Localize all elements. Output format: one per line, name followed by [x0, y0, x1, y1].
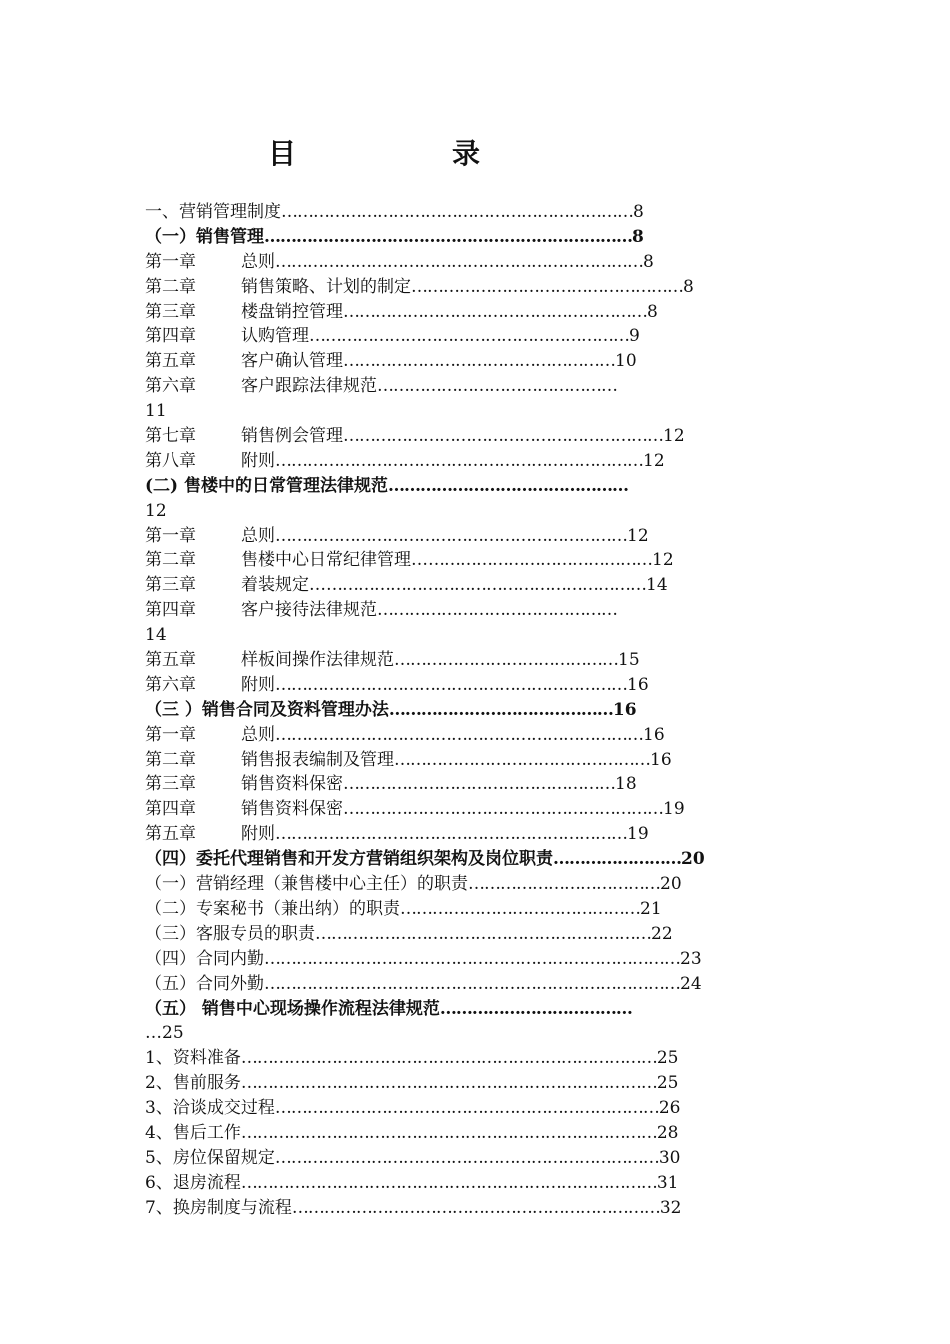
toc-page-number: 16 [643, 724, 665, 745]
toc-entry-title: （三）客服专员的职责 [145, 923, 315, 944]
toc-leader-dots: …………………………………………………………………… [264, 948, 680, 969]
toc-entry[interactable] [145, 449, 810, 474]
toc-entry-title: 12 [145, 500, 167, 521]
toc-page-number: 18 [615, 774, 637, 795]
toc-page-number: 12 [627, 525, 649, 546]
toc-chapter-label: 第七章 [145, 426, 196, 447]
toc-entry[interactable] [145, 324, 810, 349]
toc-leader-dots: ……………………………………… [388, 475, 629, 496]
toc-entry-title: 销售资料保密 [241, 774, 343, 795]
toc-chapter-label: 第四章 [145, 326, 196, 347]
toc-entry-title: （四）委托代理销售和开发方营销组织架构及岗位职责 [145, 849, 553, 870]
toc-leader-dots: …………………………………… [388, 699, 613, 720]
toc-leader-dots: ……………………………………… [377, 600, 617, 621]
toc-entry[interactable] [145, 1046, 810, 1071]
toc-entry[interactable] [145, 275, 810, 300]
toc-page-number: 28 [656, 1122, 679, 1143]
toc-leader-dots: …………………………………………………………………… [240, 1122, 657, 1143]
toc-entry[interactable] [145, 648, 810, 673]
toc-leader-dots: …………………………………………………………… [291, 1197, 660, 1218]
toc-page-number: 25 [656, 1073, 679, 1094]
toc-entry-title: 客户跟踪法律规范 [241, 376, 377, 397]
table-of-contents [145, 200, 810, 1221]
toc-entry[interactable] [145, 1021, 810, 1046]
toc-entry-title: 附则 [241, 674, 275, 695]
toc-entry-title: 附则 [241, 450, 275, 471]
toc-entry-title: 着装规定… [241, 575, 326, 596]
toc-leader-dots: ……………………………………… [377, 376, 617, 397]
toc-page-number: 16 [650, 749, 672, 770]
toc-leader-dots: …………………………………………………………………… [240, 1073, 657, 1094]
toc-entry-title: 总则 [241, 525, 275, 546]
toc-chapter-label: 第一章 [145, 251, 196, 272]
toc-entry[interactable] [145, 573, 810, 598]
toc-entry-title: 销售策略、计划的制定 [241, 276, 411, 297]
toc-leader-dots: …………………………………………………………… [275, 251, 643, 272]
toc-entry-title: 客户确认管理 [241, 351, 343, 372]
toc-entry-title: （二）专案秘书（兼出纳）的职责 [145, 898, 400, 919]
toc-entry-title: 销售报表编制及管理 [241, 749, 394, 770]
toc-entry[interactable] [145, 200, 810, 225]
toc-leader-dots: ………………………………………………… [343, 301, 647, 322]
toc-entry[interactable] [145, 772, 810, 797]
toc-chapter-label: 第八章 [145, 450, 196, 471]
toc-entry-title: 14 [145, 625, 167, 646]
toc-entry[interactable] [145, 598, 810, 623]
toc-entry[interactable] [145, 797, 810, 822]
toc-leader-dots: ……………………………………………………………… [274, 1147, 659, 1168]
toc-page-number: 8 [683, 276, 694, 297]
toc-entry[interactable] [145, 1171, 810, 1196]
toc-entry-title: 总则 [241, 251, 275, 272]
toc-entry-title: (二) 售楼中的日常管理法律规范 [145, 475, 389, 496]
toc-chapter-label: 第五章 [145, 351, 196, 372]
toc-chapter-label: 第三章 [145, 575, 196, 596]
toc-leader-dots: …………………………………………… [343, 774, 615, 795]
toc-leader-dots: …………………………………………………… [309, 326, 629, 347]
toc-leader-dots: …………………………………………………… [326, 575, 646, 596]
toc-chapter-label: 第一章 [145, 724, 196, 745]
toc-entry-title: 6、退房流程 [145, 1172, 241, 1193]
title-char-1: 目 [268, 137, 297, 170]
toc-page-number: 25 [656, 1048, 679, 1069]
toc-entry[interactable] [145, 1146, 810, 1171]
toc-entry[interactable] [145, 623, 810, 648]
toc-entry-title: 样板间操作法律规范 [241, 650, 394, 671]
toc-chapter-label: 第四章 [145, 600, 196, 621]
toc-entry-title: 5、房位保留规定 [145, 1147, 275, 1168]
title-char-2: 录 [452, 137, 481, 170]
toc-entry[interactable] [145, 424, 810, 449]
toc-page-number: 16 [612, 699, 637, 720]
toc-leader-dots: ………………………………………………………… [275, 824, 627, 845]
toc-entry[interactable] [145, 723, 810, 748]
toc-entry-title: （三 ）销售合同及资料管理办法 [145, 699, 389, 720]
toc-entry[interactable] [145, 698, 810, 723]
toc-page-number: 15 [618, 650, 640, 671]
toc-leader-dots: ………………………………………… [394, 749, 650, 770]
toc-entry[interactable] [145, 997, 810, 1022]
toc-chapter-label: 第五章 [145, 824, 196, 845]
toc-entry-title: 认购管理 [241, 326, 309, 347]
toc-page-number: 20 [660, 874, 682, 895]
toc-leader-dots: …………………………………………………………………… [240, 1172, 657, 1193]
toc-entry[interactable] [145, 748, 810, 773]
toc-page-number: 21 [640, 898, 662, 919]
toc-entry[interactable] [145, 972, 810, 997]
toc-entry-title: 销售例会管理 [241, 426, 343, 447]
page-title [0, 132, 760, 172]
toc-entry[interactable] [145, 1121, 810, 1146]
toc-page-number: 19 [627, 824, 649, 845]
toc-entry[interactable] [145, 822, 810, 847]
toc-leader-dots: ………………………………………………………… [275, 525, 627, 546]
toc-leader-dots: …………………………………………………… [343, 426, 663, 447]
toc-entry-title: 销售资料保密 [241, 799, 343, 820]
toc-entry[interactable] [145, 474, 810, 499]
toc-leader-dots: …………………………………………………………… [275, 724, 643, 745]
toc-page-number: 14 [646, 575, 668, 596]
toc-chapter-label: 第三章 [145, 301, 196, 322]
toc-entry[interactable] [145, 1196, 810, 1221]
toc-entry[interactable] [145, 548, 810, 573]
toc-entry-title: 4、售后工作 [145, 1122, 241, 1143]
toc-entry[interactable] [145, 1071, 810, 1096]
toc-page-number: 8 [647, 301, 658, 322]
toc-leader-dots: ………………………………………………………… [281, 202, 633, 222]
toc-entry[interactable] [145, 897, 810, 922]
toc-chapter-label: 第三章 [145, 774, 196, 795]
toc-page-number: 12 [643, 450, 665, 471]
toc-entry[interactable] [145, 847, 810, 872]
toc-entry-title: （五）合同外勤 [145, 973, 264, 994]
toc-entry[interactable] [145, 250, 810, 275]
toc-leader-dots: …………………………………………………………… [264, 226, 632, 247]
toc-entry-title: 售楼中心日常纪律管理… [241, 550, 428, 571]
toc-page-number: 20 [681, 849, 705, 870]
toc-entry-title: 2、售前服务 [145, 1073, 241, 1094]
toc-page-number: 19 [663, 799, 685, 820]
toc-leader-dots: …………………………………………………………… [275, 450, 643, 471]
toc-leader-dots: …………………… [553, 849, 681, 870]
toc-entry-title: 一、营销管理制度 [145, 202, 281, 222]
toc-leader-dots: ……………………………………… [400, 898, 640, 919]
toc-entry-title: 客户接待法律规范 [241, 600, 377, 621]
toc-chapter-label: 第四章 [145, 799, 196, 820]
toc-entry-title: 楼盘销控管理 [241, 301, 343, 322]
toc-leader-dots: ……………………………………………………… [315, 923, 651, 944]
toc-entry[interactable] [145, 349, 810, 374]
toc-leader-dots: …………………………………… [394, 650, 618, 671]
toc-chapter-label: 第五章 [145, 650, 196, 671]
toc-entry[interactable] [145, 399, 810, 424]
toc-page-number: 26 [658, 1098, 681, 1119]
toc-page-number: 8 [632, 226, 644, 247]
toc-entry[interactable] [145, 872, 810, 897]
toc-chapter-label: 第六章 [145, 376, 196, 397]
toc-leader-dots: …………………………………………………………………… [264, 973, 680, 994]
toc-leader-dots: …………………………………………………………………… [240, 1048, 657, 1069]
toc-page-number: 10 [615, 351, 637, 372]
toc-entry-title: （一）营销经理（兼售楼中心主任）的职责 [145, 874, 468, 895]
toc-leader-dots: ……………………………………………………………… [274, 1098, 659, 1119]
toc-entry[interactable] [145, 947, 810, 972]
toc-chapter-label: 第六章 [145, 674, 196, 695]
toc-chapter-label: 第二章 [145, 749, 196, 770]
toc-leader-dots: …………………………………………… [343, 351, 615, 372]
toc-leader-dots: ……………………………… [439, 998, 632, 1019]
toc-page-number: 30 [658, 1147, 681, 1168]
toc-chapter-label: 第二章 [145, 550, 196, 571]
toc-leader-dots: …………………………………… [428, 550, 652, 571]
toc-entry[interactable] [145, 1096, 810, 1121]
toc-page-number: 24 [680, 973, 702, 994]
toc-page-number: 12 [652, 550, 674, 571]
toc-page-number: 9 [629, 326, 640, 347]
toc-entry-title: 附则 [241, 824, 275, 845]
toc-chapter-label: 第一章 [145, 525, 196, 546]
toc-entry[interactable] [145, 922, 810, 947]
toc-page-number: 12 [663, 426, 685, 447]
toc-entry-title: 11 [145, 401, 167, 422]
toc-leader-dots: …………………………………………………… [343, 799, 663, 820]
toc-entry-title: （五） 销售中心现场操作流程法律规范 [145, 998, 440, 1019]
toc-page-number: 8 [643, 251, 654, 272]
toc-entry-title: 3、洽谈成交过程 [145, 1098, 275, 1119]
toc-entry-title: 1、资料准备 [145, 1048, 241, 1069]
toc-leader-dots: …………………………………………… [411, 276, 683, 297]
toc-leader-dots: ………………………………………………………… [275, 674, 627, 695]
toc-page-number: 8 [633, 202, 644, 222]
toc-entry-title: …25 [145, 1023, 184, 1044]
toc-chapter-label: 第二章 [145, 276, 196, 297]
toc-page-number: 32 [659, 1197, 682, 1218]
toc-page-number: 31 [656, 1172, 679, 1193]
toc-entry[interactable] [145, 225, 810, 250]
toc-entry[interactable] [145, 300, 810, 325]
toc-entry[interactable] [145, 374, 810, 399]
toc-entry[interactable] [145, 499, 810, 524]
toc-page-number: 23 [680, 948, 702, 969]
toc-entry-title: 7、换房制度与流程 [145, 1197, 292, 1218]
toc-entry[interactable] [145, 524, 810, 549]
toc-page-number: 22 [651, 923, 673, 944]
toc-entry-title: 总则 [241, 724, 275, 745]
toc-entry-title: （四）合同内勤 [145, 948, 264, 969]
toc-page-number: 16 [627, 674, 649, 695]
toc-entry-title: （一）销售管理 [145, 226, 264, 247]
toc-leader-dots: ……………………………… [468, 874, 660, 895]
toc-entry[interactable] [145, 673, 810, 698]
